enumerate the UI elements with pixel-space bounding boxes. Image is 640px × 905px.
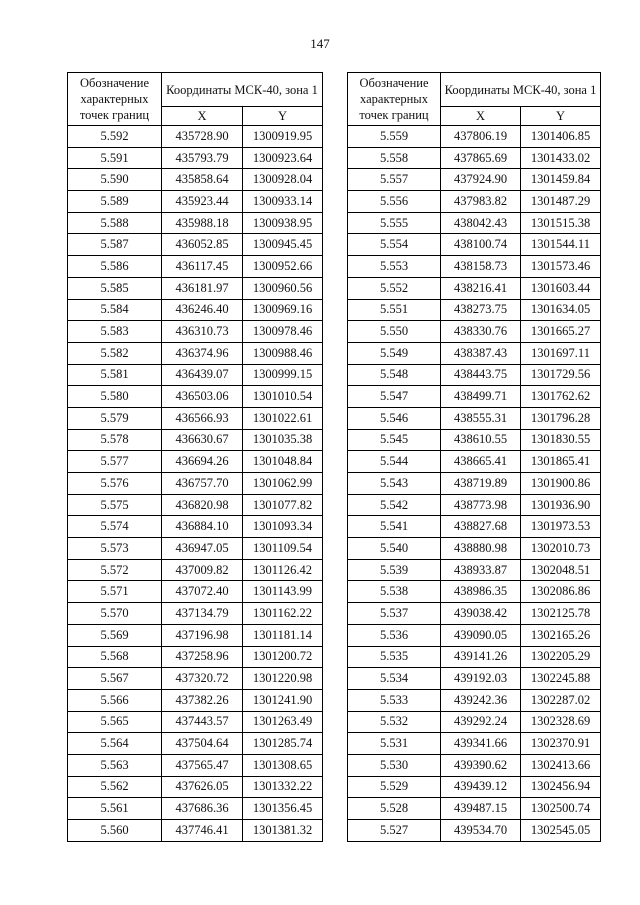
- x-coordinate-cell: 438773.98: [441, 494, 521, 516]
- x-coordinate-cell: 437009.82: [162, 559, 243, 581]
- point-id-cell: 5.565: [68, 711, 162, 733]
- table-row: [68, 668, 323, 690]
- table-row: [348, 624, 601, 646]
- table-row: [68, 473, 323, 495]
- y-coordinate-cell: 1302287.02: [521, 689, 601, 711]
- y-coordinate-cell: 1302086.86: [521, 581, 601, 603]
- table-row: [348, 668, 601, 690]
- x-coordinate-cell: 438330.76: [441, 321, 521, 343]
- table-row: [348, 798, 601, 820]
- x-coordinate-cell: 438986.35: [441, 581, 521, 603]
- point-id-cell: 5.564: [68, 733, 162, 755]
- x-coordinate-cell: 436439.07: [162, 364, 243, 386]
- x-coordinate-cell: 438827.68: [441, 516, 521, 538]
- table-row: [348, 234, 601, 256]
- table-row: [348, 169, 601, 191]
- y-coordinate-cell: 1301241.90: [243, 689, 323, 711]
- table-row: [68, 342, 323, 364]
- y-coordinate-cell: 1301022.61: [243, 407, 323, 429]
- y-coordinate-cell: 1301515.38: [521, 212, 601, 234]
- table-row: [348, 256, 601, 278]
- x-coordinate-cell: 438100.74: [441, 234, 521, 256]
- x-coordinate-cell: 437806.19: [441, 126, 521, 148]
- x-coordinate-cell: 439141.26: [441, 646, 521, 668]
- table-row: [68, 754, 323, 776]
- y-coordinate-cell: 1302456.94: [521, 776, 601, 798]
- point-id-cell: 5.571: [68, 581, 162, 603]
- table-row: [68, 733, 323, 755]
- y-coordinate-cell: 1301487.29: [521, 191, 601, 213]
- table-row: [68, 212, 323, 234]
- y-coordinate-cell: 1300952.66: [243, 256, 323, 278]
- y-coordinate-cell: 1301865.41: [521, 451, 601, 473]
- x-coordinate-cell: 436246.40: [162, 299, 243, 321]
- y-coordinate-cell: 1301665.27: [521, 321, 601, 343]
- point-id-cell: 5.548: [348, 364, 441, 386]
- x-coordinate-cell: 439341.66: [441, 733, 521, 755]
- x-coordinate-cell: 435858.64: [162, 169, 243, 191]
- x-coordinate-cell: 435728.90: [162, 126, 243, 148]
- point-id-cell: 5.574: [68, 516, 162, 538]
- table-row: [68, 299, 323, 321]
- coordinates-table-left: [67, 72, 323, 842]
- table-row: [348, 429, 601, 451]
- x-coordinate-cell: 437865.69: [441, 147, 521, 169]
- y-coordinate-cell: 1302500.74: [521, 798, 601, 820]
- table-row: [68, 559, 323, 581]
- table-row: [348, 776, 601, 798]
- coordinates-table-right: [347, 72, 601, 842]
- point-id-cell: 5.590: [68, 169, 162, 191]
- x-coordinate-cell: 439090.05: [441, 624, 521, 646]
- table-row: [68, 603, 323, 625]
- table-row: [348, 191, 601, 213]
- point-id-cell: 5.551: [348, 299, 441, 321]
- y-coordinate-cell: 1301285.74: [243, 733, 323, 755]
- table-row: [348, 494, 601, 516]
- y-coordinate-cell: 1302165.26: [521, 624, 601, 646]
- table-row: [68, 364, 323, 386]
- table-row: [348, 559, 601, 581]
- x-coordinate-cell: 437504.64: [162, 733, 243, 755]
- y-coordinate-cell: 1301936.90: [521, 494, 601, 516]
- point-id-cell: 5.550: [348, 321, 441, 343]
- x-coordinate-cell: 438610.55: [441, 429, 521, 451]
- point-id-cell: 5.555: [348, 212, 441, 234]
- y-coordinate-cell: 1301263.49: [243, 711, 323, 733]
- point-id-cell: 5.586: [68, 256, 162, 278]
- table-row: [348, 212, 601, 234]
- y-coordinate-cell: 1301900.86: [521, 473, 601, 495]
- y-coordinate-cell: 1300969.16: [243, 299, 323, 321]
- y-coordinate-cell: 1301381.32: [243, 820, 323, 842]
- point-id-cell: 5.573: [68, 538, 162, 560]
- x-coordinate-cell: 438158.73: [441, 256, 521, 278]
- table-row: [68, 386, 323, 408]
- point-id-cell: 5.562: [68, 776, 162, 798]
- table-row: [68, 429, 323, 451]
- table-row: [348, 646, 601, 668]
- table-row: [348, 603, 601, 625]
- table-row: [348, 147, 601, 169]
- point-id-cell: 5.563: [68, 754, 162, 776]
- table-row: [348, 386, 601, 408]
- x-coordinate-cell: 437196.98: [162, 624, 243, 646]
- x-coordinate-cell: 438216.41: [441, 277, 521, 299]
- coordinates-header: Координаты МСК-40, зона 1: [441, 73, 601, 107]
- table-row: [68, 234, 323, 256]
- table-row: [348, 820, 601, 842]
- x-coordinate-cell: 435988.18: [162, 212, 243, 234]
- table-row: [68, 689, 323, 711]
- table-row: [348, 711, 601, 733]
- x-coordinate-cell: 437924.90: [441, 169, 521, 191]
- point-id-cell: 5.589: [68, 191, 162, 213]
- point-id-cell: 5.534: [348, 668, 441, 690]
- x-coordinate-cell: 436181.97: [162, 277, 243, 299]
- table-row: [68, 321, 323, 343]
- point-id-cell: 5.527: [348, 820, 441, 842]
- point-id-cell: 5.549: [348, 342, 441, 364]
- x-coordinate-cell: 437626.05: [162, 776, 243, 798]
- table-row: [68, 126, 323, 148]
- y-coordinate-cell: 1300928.04: [243, 169, 323, 191]
- y-coordinate-cell: 1302370.91: [521, 733, 601, 755]
- y-column-header: Y: [521, 107, 601, 126]
- y-coordinate-cell: 1301406.85: [521, 126, 601, 148]
- point-id-cell: 5.537: [348, 603, 441, 625]
- table-row: [68, 798, 323, 820]
- x-coordinate-cell: 436052.85: [162, 234, 243, 256]
- point-id-cell: 5.531: [348, 733, 441, 755]
- y-coordinate-cell: 1301973.53: [521, 516, 601, 538]
- y-coordinate-cell: 1301143.99: [243, 581, 323, 603]
- y-coordinate-cell: 1301035.38: [243, 429, 323, 451]
- point-id-cell: 5.544: [348, 451, 441, 473]
- x-coordinate-cell: 439292.24: [441, 711, 521, 733]
- y-coordinate-cell: 1300919.95: [243, 126, 323, 148]
- x-coordinate-cell: 437686.36: [162, 798, 243, 820]
- x-coordinate-cell: 436117.45: [162, 256, 243, 278]
- y-coordinate-cell: 1301544.11: [521, 234, 601, 256]
- y-coordinate-cell: 1301048.84: [243, 451, 323, 473]
- point-id-cell: 5.558: [348, 147, 441, 169]
- point-id-cell: 5.545: [348, 429, 441, 451]
- x-coordinate-cell: 437565.47: [162, 754, 243, 776]
- point-id-cell: 5.582: [68, 342, 162, 364]
- table-row: [68, 494, 323, 516]
- x-coordinate-cell: 437382.26: [162, 689, 243, 711]
- x-coordinate-cell: 437134.79: [162, 603, 243, 625]
- point-id-cell: 5.557: [348, 169, 441, 191]
- point-id-cell: 5.578: [68, 429, 162, 451]
- point-id-cell: 5.577: [68, 451, 162, 473]
- y-coordinate-cell: 1301729.56: [521, 364, 601, 386]
- y-coordinate-cell: 1301010.54: [243, 386, 323, 408]
- y-column-header: Y: [243, 107, 323, 126]
- table-row: [68, 711, 323, 733]
- point-designation-header: Обозначение характерных точек границ: [348, 73, 441, 126]
- point-id-cell: 5.539: [348, 559, 441, 581]
- table-row: [348, 407, 601, 429]
- point-id-cell: 5.546: [348, 407, 441, 429]
- point-id-cell: 5.588: [68, 212, 162, 234]
- point-id-cell: 5.552: [348, 277, 441, 299]
- y-coordinate-cell: 1302125.78: [521, 603, 601, 625]
- table-row: [68, 581, 323, 603]
- y-coordinate-cell: 1301332.22: [243, 776, 323, 798]
- y-coordinate-cell: 1301697.11: [521, 342, 601, 364]
- table-row: [68, 820, 323, 842]
- x-coordinate-cell: 437443.57: [162, 711, 243, 733]
- y-coordinate-cell: 1300978.46: [243, 321, 323, 343]
- y-coordinate-cell: 1301181.14: [243, 624, 323, 646]
- point-id-cell: 5.581: [68, 364, 162, 386]
- point-id-cell: 5.591: [68, 147, 162, 169]
- y-coordinate-cell: 1301062.99: [243, 473, 323, 495]
- y-coordinate-cell: 1301126.42: [243, 559, 323, 581]
- table-row: [348, 451, 601, 473]
- point-id-cell: 5.533: [348, 689, 441, 711]
- x-coordinate-cell: 436694.26: [162, 451, 243, 473]
- x-coordinate-cell: 436310.73: [162, 321, 243, 343]
- table-row: [348, 516, 601, 538]
- table-row: [68, 516, 323, 538]
- point-designation-header: Обозначение характерных точек границ: [68, 73, 162, 126]
- x-coordinate-cell: 437983.82: [441, 191, 521, 213]
- point-id-cell: 5.570: [68, 603, 162, 625]
- table-row: [348, 126, 601, 148]
- x-coordinate-cell: 435923.44: [162, 191, 243, 213]
- y-coordinate-cell: 1302205.29: [521, 646, 601, 668]
- table-row: [348, 342, 601, 364]
- point-id-cell: 5.568: [68, 646, 162, 668]
- x-coordinate-cell: 436884.10: [162, 516, 243, 538]
- point-id-cell: 5.559: [348, 126, 441, 148]
- x-coordinate-cell: 439534.70: [441, 820, 521, 842]
- x-coordinate-cell: 438387.43: [441, 342, 521, 364]
- table-row: [348, 277, 601, 299]
- y-coordinate-cell: 1301830.55: [521, 429, 601, 451]
- table-row: [68, 776, 323, 798]
- y-coordinate-cell: 1301077.82: [243, 494, 323, 516]
- x-coordinate-cell: 438719.89: [441, 473, 521, 495]
- y-coordinate-cell: 1301093.34: [243, 516, 323, 538]
- point-id-cell: 5.576: [68, 473, 162, 495]
- y-coordinate-cell: 1300945.45: [243, 234, 323, 256]
- x-coordinate-cell: 438933.87: [441, 559, 521, 581]
- y-coordinate-cell: 1302545.05: [521, 820, 601, 842]
- x-coordinate-cell: 436820.98: [162, 494, 243, 516]
- table-row: [68, 624, 323, 646]
- y-coordinate-cell: 1301200.72: [243, 646, 323, 668]
- y-coordinate-cell: 1300933.14: [243, 191, 323, 213]
- y-coordinate-cell: 1301162.22: [243, 603, 323, 625]
- point-id-cell: 5.541: [348, 516, 441, 538]
- x-coordinate-cell: 436566.93: [162, 407, 243, 429]
- point-id-cell: 5.584: [68, 299, 162, 321]
- y-coordinate-cell: 1300999.15: [243, 364, 323, 386]
- y-coordinate-cell: 1300960.56: [243, 277, 323, 299]
- point-id-cell: 5.575: [68, 494, 162, 516]
- y-coordinate-cell: 1302010.73: [521, 538, 601, 560]
- point-id-cell: 5.572: [68, 559, 162, 581]
- y-coordinate-cell: 1302245.88: [521, 668, 601, 690]
- x-coordinate-cell: 439242.36: [441, 689, 521, 711]
- x-coordinate-cell: 435793.79: [162, 147, 243, 169]
- point-id-cell: 5.535: [348, 646, 441, 668]
- table-row: [68, 646, 323, 668]
- point-id-cell: 5.561: [68, 798, 162, 820]
- table-row: [348, 321, 601, 343]
- table-row: [348, 299, 601, 321]
- y-coordinate-cell: 1301220.98: [243, 668, 323, 690]
- x-column-header: X: [441, 107, 521, 126]
- table-row: [68, 277, 323, 299]
- x-coordinate-cell: 436757.70: [162, 473, 243, 495]
- point-id-cell: 5.580: [68, 386, 162, 408]
- y-coordinate-cell: 1301762.62: [521, 386, 601, 408]
- x-coordinate-cell: 438273.75: [441, 299, 521, 321]
- x-coordinate-cell: 436374.96: [162, 342, 243, 364]
- y-coordinate-cell: 1301459.84: [521, 169, 601, 191]
- point-id-cell: 5.528: [348, 798, 441, 820]
- point-id-cell: 5.583: [68, 321, 162, 343]
- x-coordinate-cell: 439192.03: [441, 668, 521, 690]
- y-coordinate-cell: 1301603.44: [521, 277, 601, 299]
- y-coordinate-cell: 1302048.51: [521, 559, 601, 581]
- y-coordinate-cell: 1301796.28: [521, 407, 601, 429]
- y-coordinate-cell: 1300938.95: [243, 212, 323, 234]
- y-coordinate-cell: 1300923.64: [243, 147, 323, 169]
- point-id-cell: 5.567: [68, 668, 162, 690]
- table-row: [348, 733, 601, 755]
- point-id-cell: 5.560: [68, 820, 162, 842]
- y-coordinate-cell: 1301356.45: [243, 798, 323, 820]
- table-row: [348, 581, 601, 603]
- table-row: [348, 364, 601, 386]
- table-row: [68, 407, 323, 429]
- y-coordinate-cell: 1301308.65: [243, 754, 323, 776]
- x-coordinate-cell: 439038.42: [441, 603, 521, 625]
- x-coordinate-cell: 436947.05: [162, 538, 243, 560]
- point-id-cell: 5.538: [348, 581, 441, 603]
- table-row: [68, 169, 323, 191]
- point-id-cell: 5.547: [348, 386, 441, 408]
- table-row: [68, 147, 323, 169]
- x-coordinate-cell: 437258.96: [162, 646, 243, 668]
- table-row: [348, 538, 601, 560]
- x-coordinate-cell: 436503.06: [162, 386, 243, 408]
- x-coordinate-cell: 438555.31: [441, 407, 521, 429]
- y-coordinate-cell: 1302328.69: [521, 711, 601, 733]
- table-row: [348, 689, 601, 711]
- point-id-cell: 5.592: [68, 126, 162, 148]
- x-column-header: X: [162, 107, 243, 126]
- x-coordinate-cell: 437072.40: [162, 581, 243, 603]
- table-row: [68, 451, 323, 473]
- table-row: [348, 473, 601, 495]
- point-id-cell: 5.542: [348, 494, 441, 516]
- point-id-cell: 5.553: [348, 256, 441, 278]
- y-coordinate-cell: 1301634.05: [521, 299, 601, 321]
- point-id-cell: 5.529: [348, 776, 441, 798]
- x-coordinate-cell: 438443.75: [441, 364, 521, 386]
- table-row: [68, 538, 323, 560]
- x-coordinate-cell: 438665.41: [441, 451, 521, 473]
- point-id-cell: 5.587: [68, 234, 162, 256]
- point-id-cell: 5.530: [348, 754, 441, 776]
- point-id-cell: 5.532: [348, 711, 441, 733]
- x-coordinate-cell: 437746.41: [162, 820, 243, 842]
- y-coordinate-cell: 1301109.54: [243, 538, 323, 560]
- x-coordinate-cell: 436630.67: [162, 429, 243, 451]
- y-coordinate-cell: 1301573.46: [521, 256, 601, 278]
- y-coordinate-cell: 1300988.46: [243, 342, 323, 364]
- table-row: [348, 754, 601, 776]
- x-coordinate-cell: 439487.15: [441, 798, 521, 820]
- table-row: [68, 256, 323, 278]
- x-coordinate-cell: 438499.71: [441, 386, 521, 408]
- y-coordinate-cell: 1302413.66: [521, 754, 601, 776]
- x-coordinate-cell: 438042.43: [441, 212, 521, 234]
- point-id-cell: 5.566: [68, 689, 162, 711]
- x-coordinate-cell: 439439.12: [441, 776, 521, 798]
- point-id-cell: 5.554: [348, 234, 441, 256]
- point-id-cell: 5.556: [348, 191, 441, 213]
- y-coordinate-cell: 1301433.02: [521, 147, 601, 169]
- table-row: [68, 191, 323, 213]
- point-id-cell: 5.579: [68, 407, 162, 429]
- x-coordinate-cell: 439390.62: [441, 754, 521, 776]
- point-id-cell: 5.540: [348, 538, 441, 560]
- point-id-cell: 5.543: [348, 473, 441, 495]
- x-coordinate-cell: 438880.98: [441, 538, 521, 560]
- coordinates-header: Координаты МСК-40, зона 1: [162, 73, 323, 107]
- point-id-cell: 5.536: [348, 624, 441, 646]
- point-id-cell: 5.569: [68, 624, 162, 646]
- x-coordinate-cell: 437320.72: [162, 668, 243, 690]
- point-id-cell: 5.585: [68, 277, 162, 299]
- page-number: 147: [310, 36, 330, 51]
